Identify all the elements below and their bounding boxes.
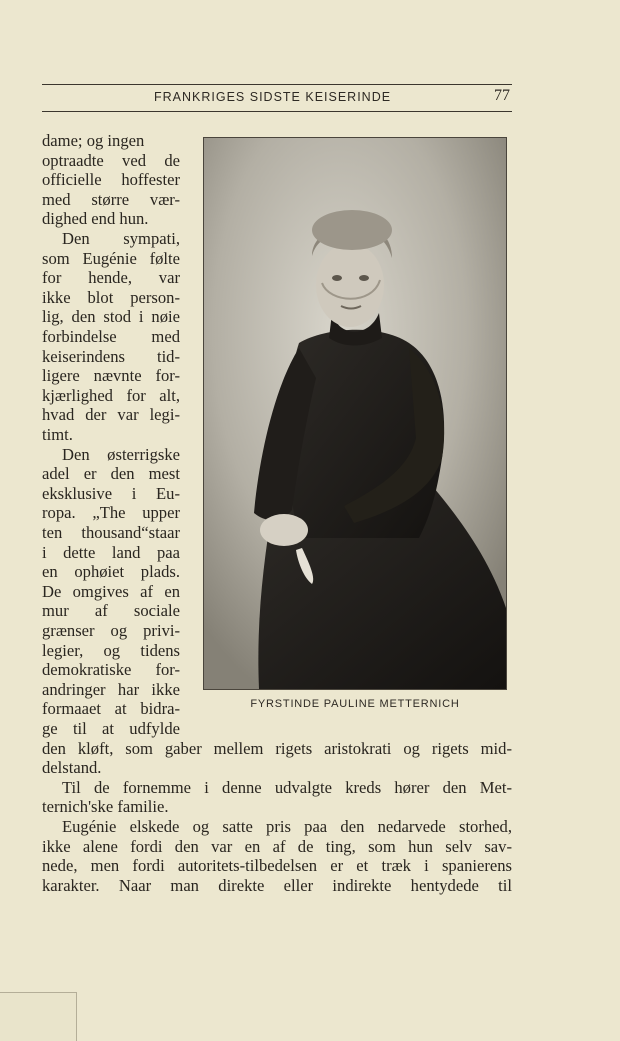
running-title: FRANKRIGES SIDSTE KEISERINDE bbox=[154, 90, 392, 104]
text-line: hvad der var legi- bbox=[42, 405, 180, 425]
text-line: legier, og tidens bbox=[42, 640, 180, 660]
text-line: forbindelse med bbox=[42, 327, 180, 346]
text-line: ternich'ske familie. bbox=[42, 797, 169, 817]
text-line: i dette land paa bbox=[42, 542, 180, 562]
text-line: timt. bbox=[42, 425, 73, 444]
text-line: den kløft, som gaber mellem rigets aristokrati og rigets mid- bbox=[42, 738, 512, 758]
text-line: eksklusive i Eu- bbox=[42, 483, 180, 503]
text-line: karakter. Naar man direkte eller indirekte hentydede til bbox=[42, 875, 512, 895]
text-line: kjærlighed for alt, bbox=[42, 385, 180, 405]
text-line: dame; og ingen bbox=[42, 131, 145, 150]
running-header bbox=[42, 84, 512, 112]
text-line: optraadte ved de bbox=[42, 150, 180, 170]
portrait-photo bbox=[203, 137, 507, 690]
text-line: som Eugénie følte bbox=[42, 248, 180, 268]
text-line: en ophøiet plads. bbox=[42, 562, 180, 582]
text-line: demokratiske for- bbox=[42, 660, 180, 680]
text-line: andringer har ikke bbox=[42, 679, 180, 699]
text-line: med større vær- bbox=[42, 189, 180, 209]
text-line: Den østerrigske bbox=[62, 444, 180, 464]
page-number: 77 bbox=[494, 87, 510, 104]
text-line: Den sympati, bbox=[62, 229, 180, 248]
photo-caption: FYRSTINDE PAULINE METTERNICH bbox=[250, 698, 460, 710]
portrait-figure bbox=[204, 138, 506, 689]
text-line: lig, den stod i nøie bbox=[42, 307, 180, 327]
text-line: nede, men fordi autoritets-tilbedelsen er et træk i spanierens bbox=[42, 856, 512, 876]
text-line: officielle hoffester bbox=[42, 170, 180, 190]
text-line: for hende, var bbox=[42, 268, 180, 288]
text-line: formaaet at bidra- bbox=[42, 699, 180, 719]
page-edge-mark bbox=[0, 992, 77, 1041]
text-line: ikke alene fordi den var en af de ting, som hun selv sav- bbox=[42, 836, 512, 856]
text-line: grænser og privi- bbox=[42, 621, 180, 640]
text-line: adel er den mest bbox=[42, 464, 180, 484]
text-line: mur af sociale bbox=[42, 601, 180, 621]
text-line: ikke blot person- bbox=[42, 287, 180, 307]
text-line: Eugénie elskede og satte pris paa den nedarvede storhed, bbox=[62, 817, 512, 836]
text-line: ligere nævnte for- bbox=[42, 366, 180, 386]
text-line: ge til at udfylde bbox=[42, 719, 180, 738]
text-line: ten thousand“staar bbox=[42, 523, 180, 542]
text-line: Til de fornemme i denne udvalgte kreds hører den Met- bbox=[62, 777, 512, 797]
text-line: De omgives af en bbox=[42, 581, 180, 601]
text-line: ropa. „The upper bbox=[42, 503, 180, 523]
text-line: delstand. bbox=[42, 758, 102, 778]
text-line: dighed end hun. bbox=[42, 209, 149, 229]
text-line: keiserindens tid- bbox=[42, 346, 180, 366]
